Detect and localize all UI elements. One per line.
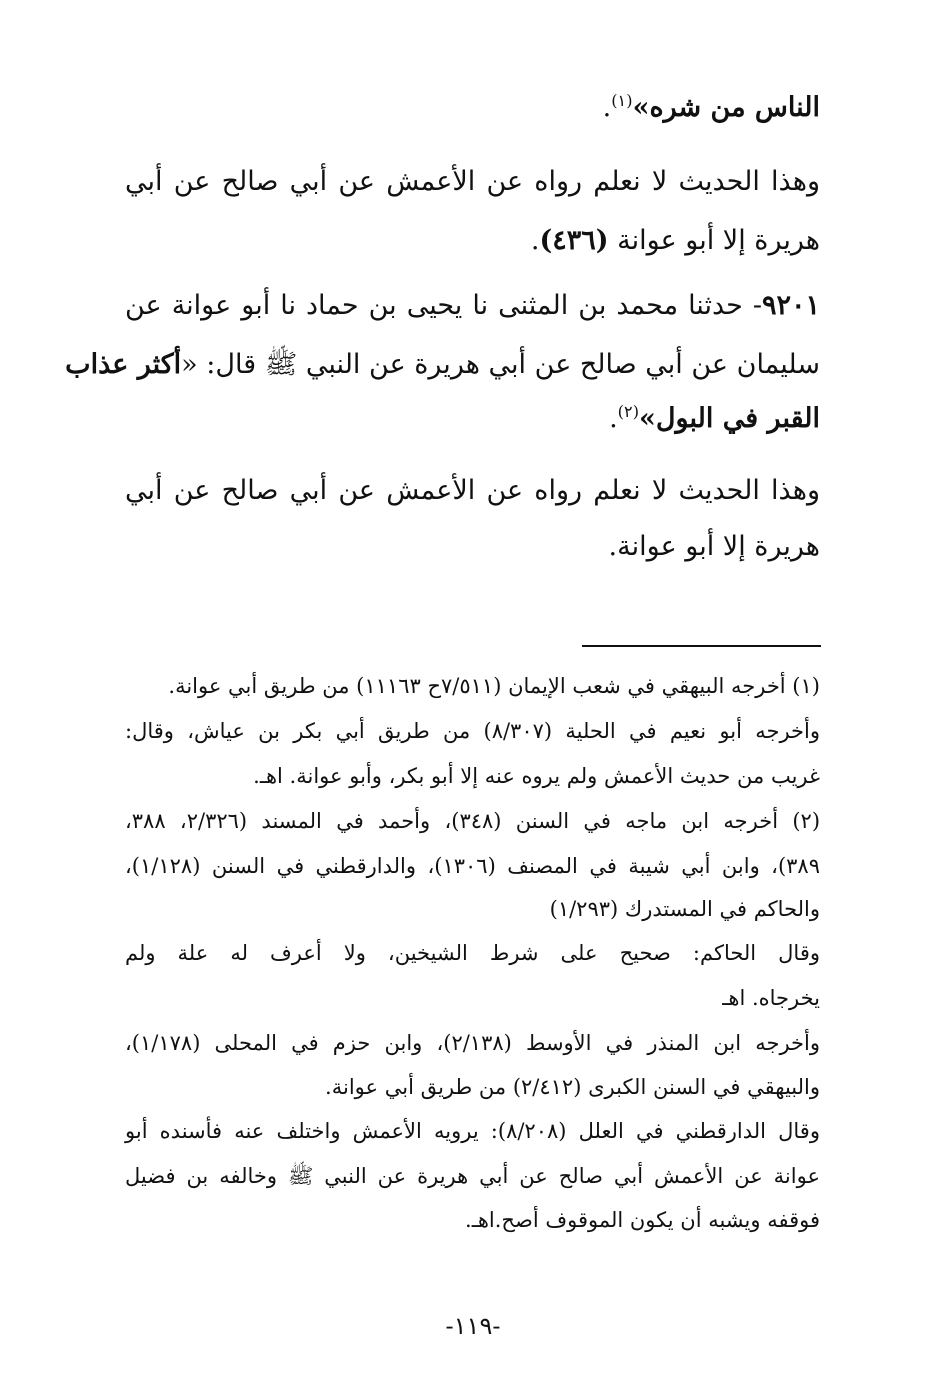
hadith-text-bold: الناس من شره» — [632, 92, 820, 123]
footnote-line: وأخرجه ابن المنذر في الأوسط (٢/١٣٨)، وابن حزم في المحلى (١/١٧٨)، — [125, 1031, 820, 1055]
footnote-line: وقال الدارقطني في العلل (٨/٢٠٨): يرويه الأعمش واختلف عنه فأسنده أبو — [125, 1119, 820, 1143]
footnote-line: عوانة عن الأعمش أبي صالح عن أبي هريرة عن النبي ﷺ وخالفه بن فضيل — [125, 1164, 820, 1188]
hadith-text-bold: القبر في البول» — [639, 403, 820, 434]
footnote-ref-2: (٢) — [617, 402, 640, 421]
main-line-5 — [65, 343, 820, 387]
footnote-line: وأخرجه أبو نعيم في الحلية (٨/٣٠٧) من طريق أبي بكر بن عياش، وقال: — [125, 719, 820, 743]
period: . — [602, 92, 612, 123]
main-line-2: وهذا الحديث لا نعلم رواه عن الأعمش عن أبي صالح عن أبي — [125, 166, 820, 197]
hadith-text-bold: أكثر عذاب — [65, 349, 182, 380]
main-line-8: هريرة إلا أبو عوانة. — [608, 531, 820, 562]
hadith-number: ٩٢٠١ — [761, 290, 820, 321]
footnote-ref-1: (١) — [611, 91, 633, 110]
main-line-7: وهذا الحديث لا نعلم رواه عن الأعمش عن أبي صالح عن أبي — [125, 475, 820, 506]
footnote-line: والبيهقي في السنن الكبرى (٢/٤١٢) من طريق أبي عوانة. — [325, 1075, 820, 1099]
footnote-line: غريب من حديث الأعمش ولم يروه عنه إلا أبو بكر، وأبو عوانة. اهـ. — [253, 764, 820, 788]
footnote-line: (١) أخرجه البيهقي في شعب الإيمان (٧/٥١١ح ١١١٦٣) من طريق أبي عوانة. — [168, 674, 820, 698]
main-line-4 — [125, 284, 820, 328]
footnote-line: (٢) أخرجه ابن ماجه في السنن (٣٤٨)، وأحمد في المسند (٢/٣٢٦، ٣٨٨، — [125, 809, 821, 833]
main-line-1 — [125, 86, 820, 130]
footnote-line: والحاكم في المستدرك (١/٢٩٣) — [549, 897, 820, 921]
footnote-separator — [582, 645, 821, 647]
footnote-line: يخرجاه. اهـ — [722, 986, 820, 1010]
footnote-line: ٣٨٩)، وابن أبي شيبة في المصنف (١٣٠٦)، والدارقطني في السنن (١/١٢٨)، — [125, 854, 820, 878]
cross-reference-number: (٤٣٦) — [539, 225, 609, 256]
period: . — [609, 403, 618, 434]
commentary-text: هريرة إلا أبو عوانة — [608, 225, 820, 256]
isnad-text: سليمان عن أبي صالح عن أبي هريرة عن النبي ﷺ قال: « — [181, 349, 820, 380]
footnote-line: فوقفه ويشبه أن يكون الموقوف أصح.اهـ. — [465, 1208, 820, 1232]
footnote-line: وقال الحاكم: صحيح على شرط الشيخين، ولا أعرف له علة ولم — [125, 941, 820, 965]
period: . — [530, 225, 540, 256]
page-number: -١١٩- — [445, 1312, 501, 1340]
main-line-6 — [125, 397, 820, 441]
main-line-3 — [125, 219, 820, 263]
isnad-text: - حدثنا محمد بن المثنى نا يحيى بن حماد نا أبو عوانة عن — [125, 290, 762, 321]
